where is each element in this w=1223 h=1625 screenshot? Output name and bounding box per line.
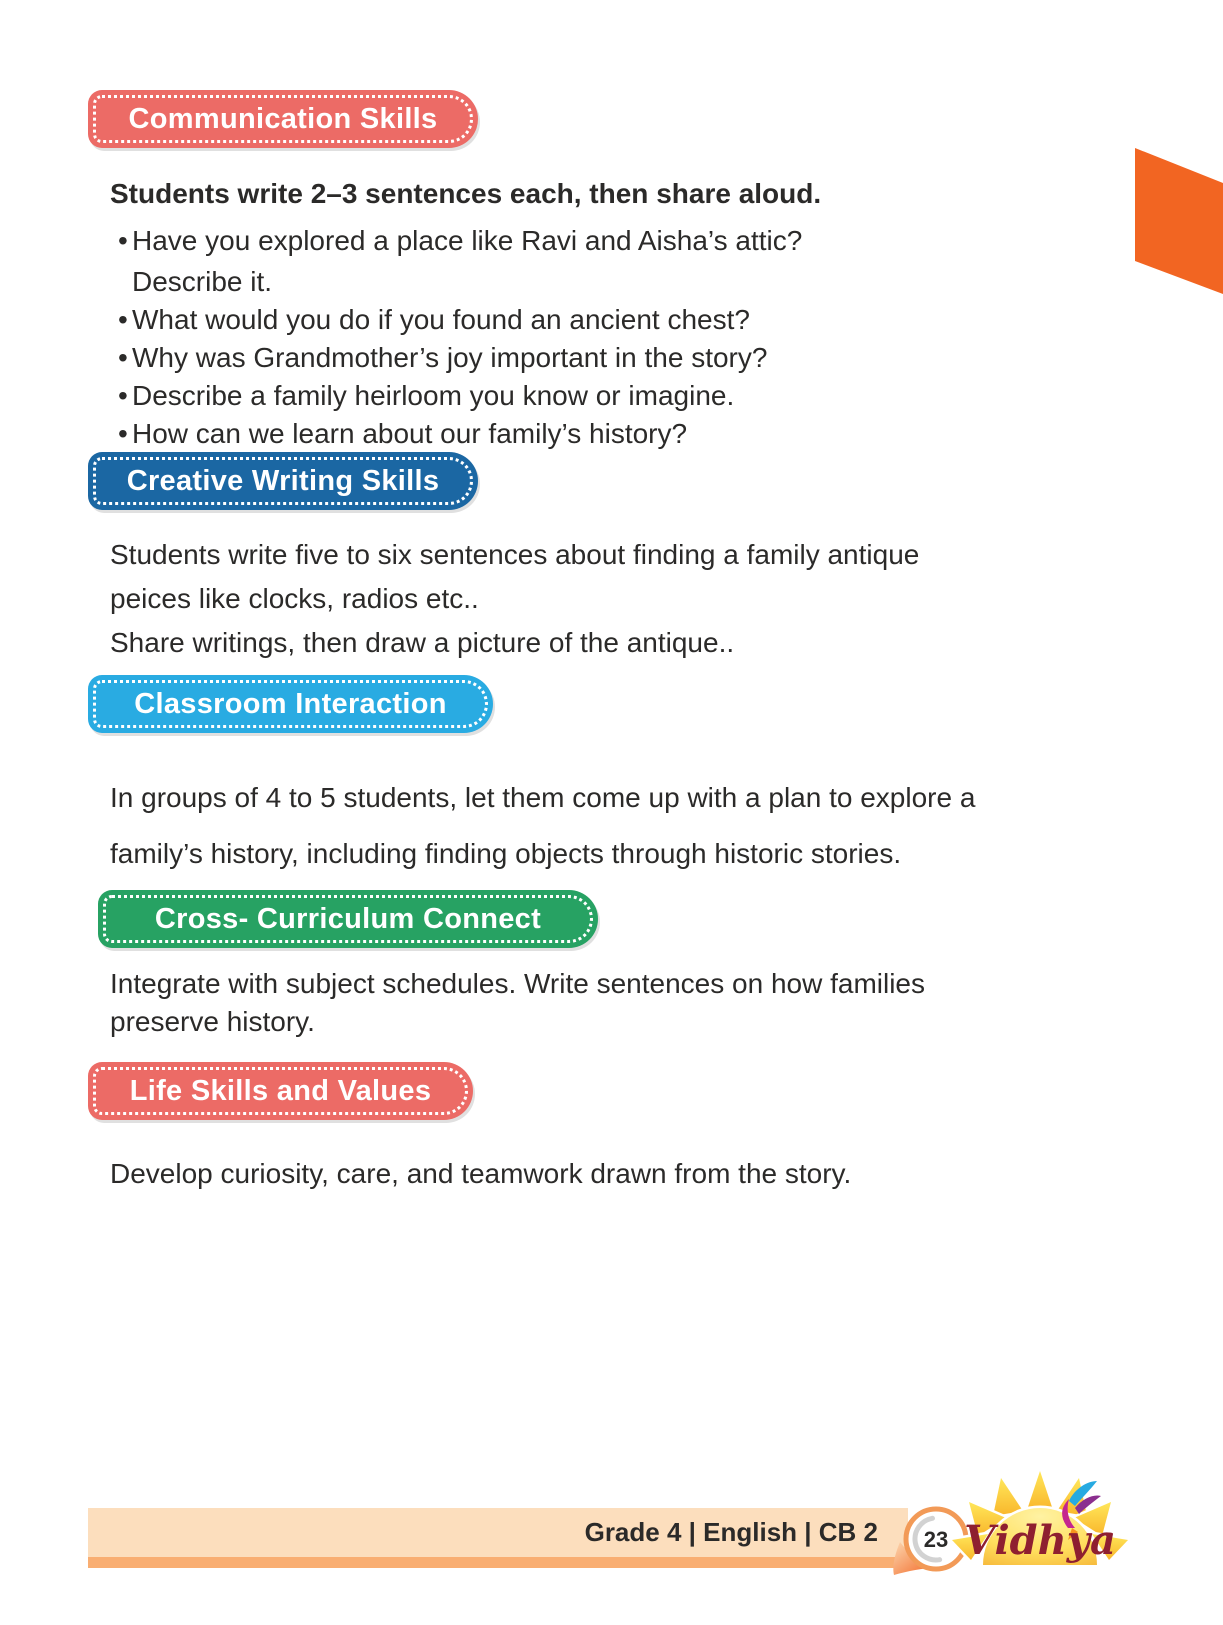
communication-skills-badge-label: Communication Skills [128, 102, 438, 135]
creative-writing-badge-label: Creative Writing Skills [126, 464, 440, 497]
life-skills-paragraph [110, 1155, 1128, 1193]
text-line: Share writings, then draw a picture of the antique.. [110, 627, 735, 658]
section-creative-writing [88, 452, 1128, 665]
text-line: In groups of 4 to 5 students, let them come up with a plan to explore a [110, 782, 976, 813]
text-line: family’s history, including finding objects through historic stories. [110, 838, 902, 869]
cross-curriculum-badge-label: Cross- Curriculum Connect [154, 902, 542, 935]
bullet-dot-icon: • [118, 342, 128, 373]
brand-wordmark: Vidhya [964, 1517, 1116, 1564]
bullet-dot-icon: • [118, 304, 128, 335]
text-line: preserve history. [110, 1006, 315, 1037]
bullet-item [88, 415, 1128, 453]
vidhya-logo [950, 1468, 1130, 1570]
footer-bar-accent [88, 1557, 908, 1568]
text-line: Develop curiosity, care, and teamwork drawn from the story. [110, 1158, 852, 1189]
footer-course-info: Grade 4 | English | CB 2 [584, 1517, 878, 1547]
bullet-text-line: Describe it. [132, 266, 273, 297]
section-life-skills [88, 1062, 1128, 1193]
cross-curriculum-paragraph [110, 965, 1138, 1041]
bullet-text-line: Have you explored a place like Ravi and Aisha’s attic? [132, 225, 803, 256]
creative-writing-paragraph [110, 533, 1128, 665]
communication-bullet-list [88, 222, 1128, 453]
bullet-dot-icon: • [118, 418, 128, 449]
text-line: Students write five to six sentences about finding a family antique [110, 539, 920, 570]
text-line: peices like clocks, radios etc.. [110, 583, 479, 614]
bullet-text-line: Why was Grandmother’s joy important in the story? [132, 342, 768, 373]
section-communication [88, 90, 1128, 453]
bullet-dot-icon: • [118, 380, 128, 411]
bullet-text-line: How can we learn about our family’s history? [132, 418, 688, 449]
section-classroom-interaction [88, 675, 1128, 882]
bullet-dot-icon: • [118, 225, 128, 256]
communication-intro: Students write 2–3 sentences each, then share aloud. [110, 178, 822, 209]
communication-skills-badge [88, 90, 478, 148]
bullet-item [88, 339, 1128, 377]
classroom-interaction-badge [88, 675, 493, 733]
section-cross-curriculum [98, 890, 1138, 1041]
classroom-interaction-badge-label: Classroom Interaction [134, 687, 447, 720]
bullet-item [88, 377, 1128, 415]
bullet-item [88, 222, 1128, 301]
bullet-text-line: What would you do if you found an ancient chest? [132, 304, 750, 335]
classroom-interaction-paragraph [110, 770, 1128, 882]
bullet-item [88, 301, 1128, 339]
life-skills-badge-label: Life Skills and Values [129, 1074, 432, 1107]
creative-writing-badge [88, 452, 478, 510]
bullet-text-line: Describe a family heirloom you know or imagine. [132, 380, 735, 411]
orange-corner-decoration [1135, 147, 1223, 295]
life-skills-badge [88, 1062, 473, 1120]
cross-curriculum-badge [98, 890, 598, 948]
text-line: Integrate with subject schedules. Write sentences on how families [110, 968, 926, 999]
page-number: 23 [923, 1527, 949, 1552]
